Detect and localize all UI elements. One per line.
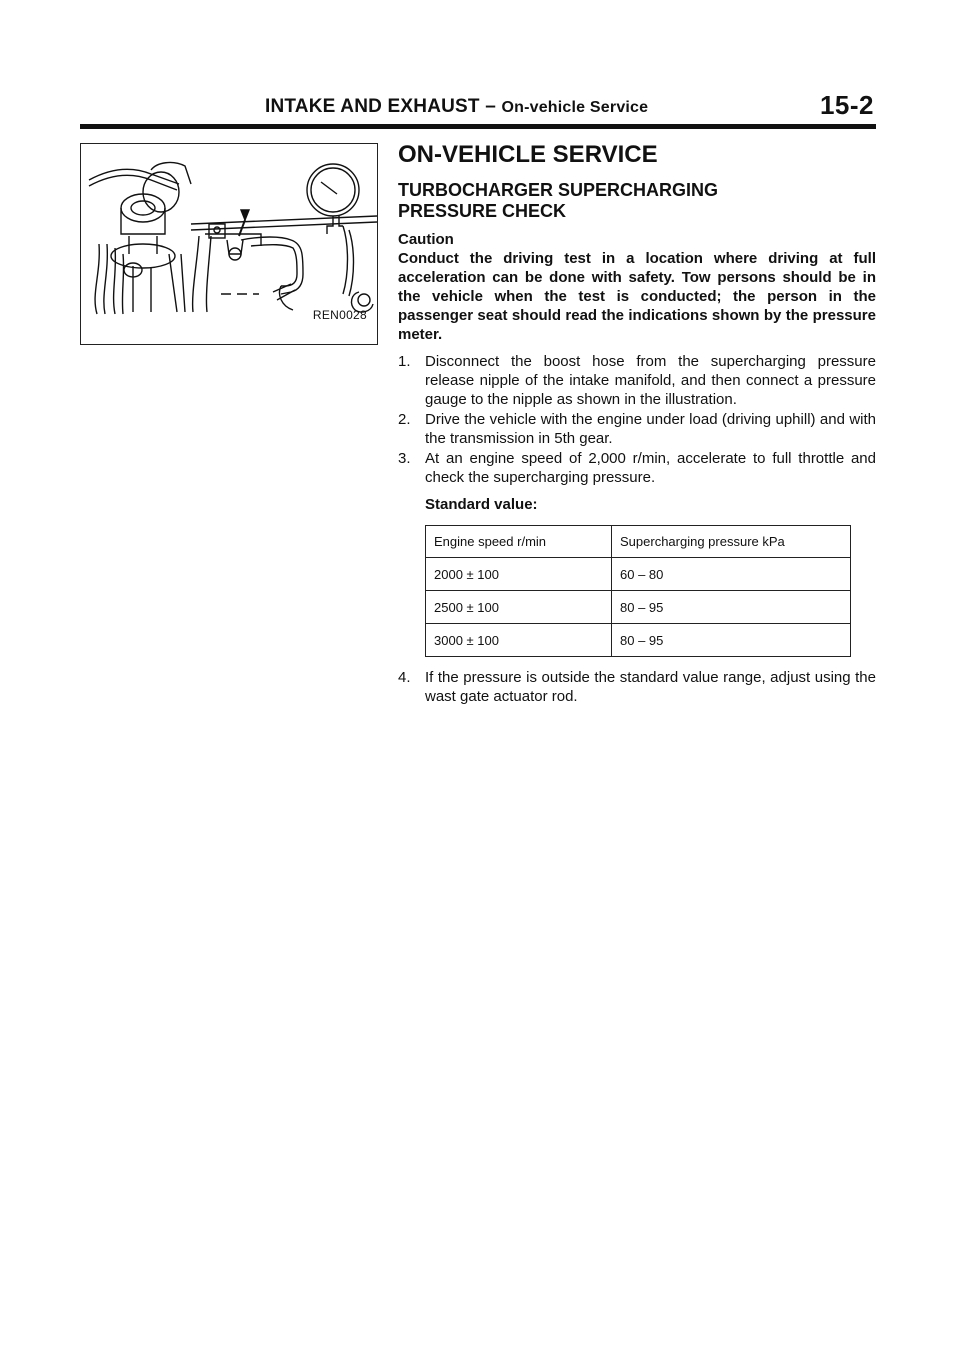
figure-code: REN0028 [312,308,367,322]
caution-label: Caution [398,231,454,248]
table-cell-pressure: 80 – 95 [612,591,851,624]
step-text: If the pressure is outside the standard value range, adjust using the wast gate actuator rod. [425,669,876,705]
procedure-steps [398,352,876,487]
step-2 [398,410,876,448]
pressure-gauge-illustration [80,143,378,345]
header-subtitle: On-vehicle Service [501,99,649,116]
table-row [426,624,851,657]
header-title [265,96,648,118]
header-separator: – [485,96,496,117]
table-row [426,558,851,591]
step-number: 3. [398,450,411,467]
header-rule [80,124,876,129]
section-title: ON-VEHICLE SERVICE [398,141,658,168]
standard-value-table [425,525,851,657]
header-main-title: INTAKE AND EXHAUST [265,96,480,117]
page-header [80,88,876,126]
table-header-supercharging-pressure: Supercharging pressure kPa [612,526,851,558]
step-text: Disconnect the boost hose from the supercharging pressure release nipple of the intake manifold, and then connect a pressure gauge to the nipple as shown in the illustration. [425,353,876,408]
standard-value-label: Standard value: [425,496,538,513]
table-cell-pressure: 60 – 80 [612,558,851,591]
step-4 [398,668,876,706]
table-header-engine-speed: Engine speed r/min [426,526,612,558]
step-number: 1. [398,353,411,370]
table-cell-pressure: 80 – 95 [612,624,851,657]
main-content [398,140,876,707]
step-1 [398,352,876,409]
step-text: Drive the vehicle with the engine under load (driving uphill) and with the transmission in 5th gear. [425,411,876,447]
step-text: At an engine speed of 2,000 r/min, accelerate to full throttle and check the supercharging pressure. [425,450,876,486]
table-cell-engine-speed: 3000 ± 100 [426,624,612,657]
step-3 [398,449,876,487]
step-number: 4. [398,669,411,686]
table-cell-engine-speed: 2000 ± 100 [426,558,612,591]
table-cell-engine-speed: 2500 ± 100 [426,591,612,624]
table-header-row [426,526,851,558]
table-row [426,591,851,624]
step-number: 2. [398,411,411,428]
subsection-title: TURBOCHARGER SUPERCHARGING PRESSURE CHECK [398,180,719,221]
page-number: 15-2 [819,90,874,120]
caution-text: Conduct the driving test in a location where driving at full acceleration can be done with safety. Tow persons should be in the vehicle when the test is conducted; the person in the passenger seat should read the indications shown by the pressure meter. [398,250,876,343]
